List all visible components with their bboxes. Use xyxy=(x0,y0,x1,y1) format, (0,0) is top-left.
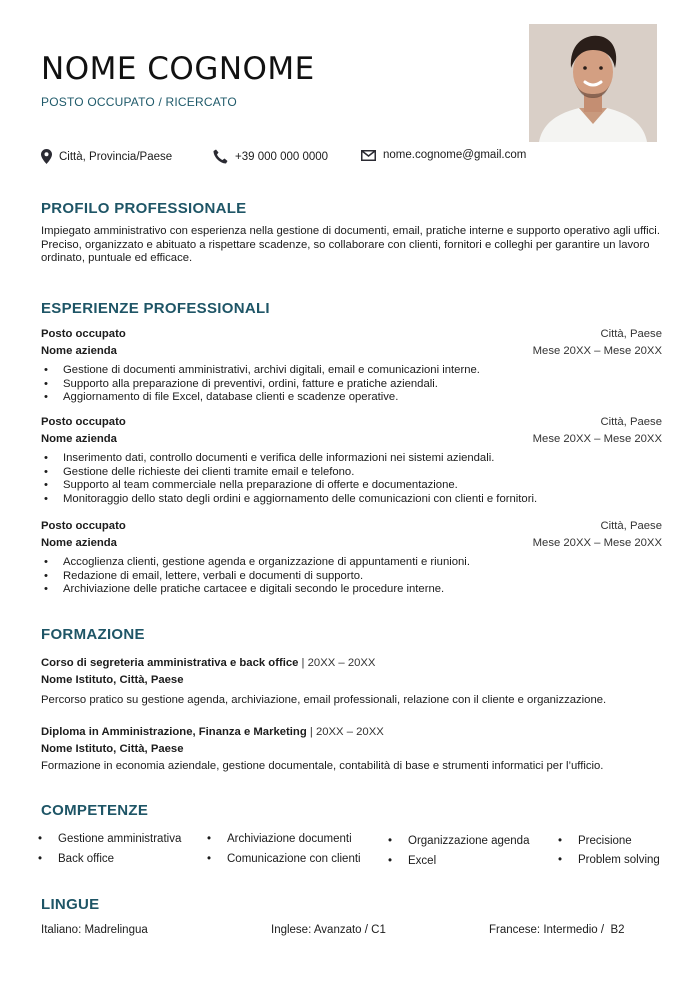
education-entry xyxy=(41,655,681,709)
job-entry xyxy=(41,328,662,405)
list-item: • Monitoraggio dello stato degli ordini e aggiornamento delle comunicazioni con clienti e fornitori. xyxy=(41,493,662,507)
list-item: • Accoglienza clienti, gestione agenda e organizzazione di appuntamenti e riunioni. xyxy=(41,556,662,570)
job-position: Posto occupato xyxy=(41,416,126,428)
job-company: Nome azienda xyxy=(41,345,117,357)
list-item: • Gestione di documenti amministrativi, archivi digitali, email e comunicazioni interne. xyxy=(41,364,662,378)
job-entry xyxy=(41,520,662,597)
list-item: • Aggiornamento di file Excel, database clienti e scadenze operative. xyxy=(41,391,662,405)
education-dates: | 20XX – 20XX xyxy=(298,657,376,669)
job-location: Città, Paese xyxy=(600,416,662,428)
education-course: Corso di segreteria amministrativa e back office xyxy=(41,657,299,669)
contact-location xyxy=(41,149,172,164)
skill-item: • Precisione xyxy=(578,835,632,847)
job-dates: Mese 20XX – Mese 20XX xyxy=(532,537,662,549)
job-location: Città, Paese xyxy=(600,520,662,532)
job-title: POSTO OCCUPATO / RICERCATO xyxy=(41,95,237,109)
contact-bar xyxy=(41,149,661,167)
skill-item: • Problem solving xyxy=(578,854,660,866)
phone-icon xyxy=(213,149,228,164)
language-item: Inglese: Avanzato / C1 xyxy=(271,924,386,936)
list-item: • Gestione delle richieste dei clienti tramite email e telefono. xyxy=(41,466,662,480)
job-position: Posto occupato xyxy=(41,328,126,340)
language-item: Italiano: Madrelingua xyxy=(41,924,148,936)
skill-item: • Excel xyxy=(408,855,436,867)
skill-item: • Comunicazione con clienti xyxy=(227,853,361,865)
job-dates: Mese 20XX – Mese 20XX xyxy=(532,433,662,445)
education-description: Percorso pratico su gestione agenda, archiviazione, email professionali, relazione con il cliente e organizzazione. xyxy=(41,694,607,706)
languages-section-title: LINGUE xyxy=(41,896,100,913)
envelope-icon xyxy=(361,150,376,161)
job-entry xyxy=(41,416,662,506)
candidate-name: NOME COGNOME xyxy=(41,51,315,87)
profile-section-title: PROFILO PROFESSIONALE xyxy=(41,200,247,217)
education-section-title: FORMAZIONE xyxy=(41,626,145,643)
profile-photo xyxy=(529,24,657,142)
map-pin-icon xyxy=(41,149,52,164)
job-company: Nome azienda xyxy=(41,433,117,445)
list-item: • Supporto al team commerciale nella preparazione di offerte e documentazione. xyxy=(41,479,662,493)
language-item: Francese: Intermedio / B2 xyxy=(489,924,625,936)
job-company: Nome azienda xyxy=(41,537,117,549)
list-item: • Inserimento dati, controllo documenti e verifica delle informazioni nei sistemi aziendali. xyxy=(41,452,662,466)
job-bullets xyxy=(41,556,662,597)
education-description: Formazione in economia aziendale, gestione documentale, contabilità di base e strumenti informatici per l’ufficio. xyxy=(41,760,604,772)
contact-email xyxy=(361,149,526,161)
skills-section-title: COMPETENZE xyxy=(41,802,149,819)
email-text[interactable]: nome.cognome@gmail.com xyxy=(383,149,527,161)
skill-item: • Gestione amministrativa xyxy=(58,833,181,845)
list-item: • Archiviazione delle pratiche cartacee e digitali secondo le procedure interne. xyxy=(41,583,662,597)
job-position: Posto occupato xyxy=(41,520,126,532)
job-dates: Mese 20XX – Mese 20XX xyxy=(532,345,662,357)
location-text: Città, Provincia/Paese xyxy=(59,150,173,163)
job-bullets xyxy=(41,364,662,405)
education-institute: Nome Istituto, Città, Paese xyxy=(41,743,184,755)
portrait-image xyxy=(529,24,657,142)
profile-text: Impiegato amministrativo con esperienza nella gestione di documenti, email, pratiche interne e supporto operativo agli uffici. Preciso, organizzato e abituato a rispettare scadenze, so collaborare con clienti, fornitori e colleghi per garantire un lavoro ordinato, puntuale ed efficace. xyxy=(41,225,660,265)
education-entry xyxy=(41,724,681,775)
skill-item: • Back office xyxy=(58,853,114,865)
list-item: • Redazione di email, lettere, verbali e documenti di supporto. xyxy=(41,570,662,584)
experience-section-title: ESPERIENZE PROFESSIONALI xyxy=(41,300,270,317)
job-bullets xyxy=(41,452,662,506)
list-item: • Supporto alla preparazione di preventivi, ordini, fatture e pratiche aziendali. xyxy=(41,378,662,392)
education-institute: Nome Istituto, Città, Paese xyxy=(41,674,184,686)
phone-text[interactable]: +39 000 000 0000 xyxy=(235,150,329,163)
education-course: Diploma in Amministrazione, Finanza e Marketing xyxy=(41,726,307,738)
contact-phone xyxy=(213,149,328,164)
job-location: Città, Paese xyxy=(600,328,662,340)
skill-item: • Archiviazione documenti xyxy=(227,833,352,845)
education-dates: | 20XX – 20XX xyxy=(306,726,384,738)
skill-item: • Organizzazione agenda xyxy=(408,835,529,847)
